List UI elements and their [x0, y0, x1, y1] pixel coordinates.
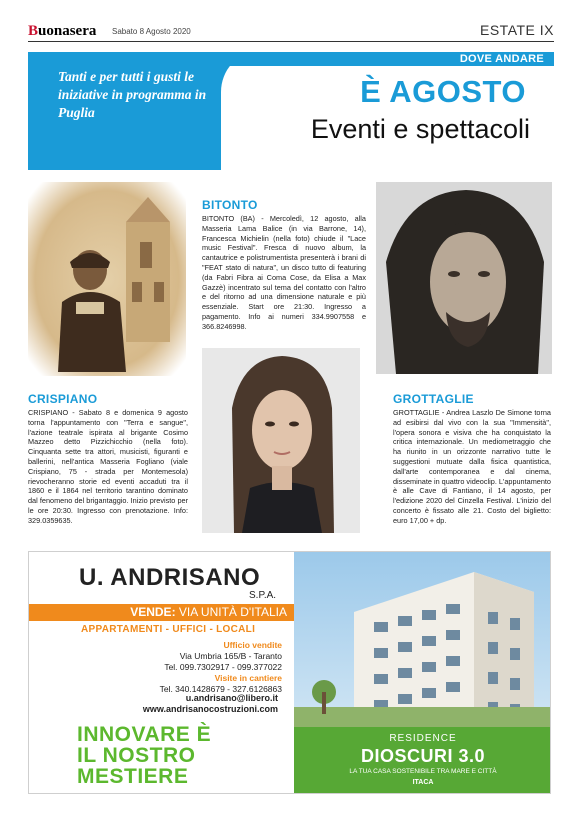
ad-site-heading: Visite in cantiere	[214, 673, 282, 683]
section-title-grottaglie: GROTTAGLIE	[393, 392, 474, 406]
ad-residence-logo: ITACA	[412, 779, 434, 786]
tagline-box	[28, 52, 228, 170]
section-title-bitonto: BITONTO	[202, 198, 258, 212]
ad-slogan-line: MESTIERE	[77, 765, 189, 788]
headline: È AGOSTO	[360, 74, 526, 109]
ad-residence-banner	[294, 727, 551, 794]
article-crispiano: CRISPIANO - Sabato 8 e domenica 9 agosto torna l'appuntamento con "Terra e sangue", l'azione teatrale ispirata al brigante Cosimo Mazzeo detto Pizzichicchio (nella foto). Cinquanta sette tra attori, musicisti, figuranti e ballerini, nell'antica Masseria Fogliano (viale Crispiano, 75 - strada per Montemesola) rievocheranno storie ed eventi accaduti tra il 1860 e il 1864 nel territorio tarantino dominato dal fenomeno del brigantaggio. Inizio previsto per le ore 20:30. Ingresso con prenotazione. Info: 329.0359635.	[28, 408, 188, 525]
section-title-crispiano: CRISPIANO	[28, 392, 98, 406]
ad-office-heading: Ufficio vendite	[223, 640, 282, 650]
photo-brigand	[28, 182, 186, 376]
kicker-band	[218, 52, 554, 66]
subheadline: Eventi e spettacoli	[310, 114, 530, 144]
title-panel	[218, 52, 554, 170]
issue-date: Sabato 8 Agosto 2020	[112, 27, 191, 36]
ad-company-suffix: S.P.A.	[249, 590, 277, 601]
ad-residence-tagline: LA TUA CASA SOSTENIBILE TRA MARE E CITTÀ	[349, 768, 497, 775]
ad-web-contacts	[143, 693, 278, 715]
ad-slogan	[77, 724, 211, 787]
article-bitonto: BITONTO (BA) - Mercoledì, 12 agosto, alla Masseria Lama Balice (in via Barrone, 14), Francesca Michielin (nella foto) chiude il "Lace music Festival". Fresca di nuovo album, la cantautrice e polistrumentista presenterà i brani di "FEAT stato di natura", un disco tutto di featuring (da Fabri Fibra ai Coma Cose, da Elisa a Max Gazzè) incentrato sul tema del contatto con l'altro e del ritorno ad una dimensione naturale e più essenziale. Start ore 21:30. Ingresso a pagamento. Info ai numeri 334.9907558 e 366.8246998.	[202, 214, 366, 331]
ad-site-phone: Tel. 340.1428679 - 327.6126863	[159, 684, 282, 694]
ad-residence-label: RESIDENCE	[389, 733, 457, 744]
masthead	[28, 20, 554, 42]
ad-slogan-line: IL NOSTRO	[77, 744, 196, 767]
ad-slogan-line: INNOVARE È	[77, 723, 212, 746]
ad-contacts	[160, 640, 282, 695]
ad-email-link[interactable]: u.andrisano@libero.it	[185, 693, 278, 703]
ad-website-link[interactable]: www.andrisanocostruzioni.com	[142, 704, 278, 714]
ad-company-name: U. ANDRISANO	[79, 564, 261, 591]
newspaper-logo: Buonasera	[28, 23, 97, 39]
ad-categories: APPARTAMENTI - UFFICI - LOCALI	[81, 624, 256, 635]
kicker: DOVE ANDARE	[459, 53, 544, 65]
ad-sale-banner	[29, 604, 307, 621]
tagline: Tanti e per tutti i gusti le iniziative in programma in Puglia	[58, 69, 207, 120]
ad-office-address: Via Umbria 165/B - Taranto	[179, 651, 282, 661]
section-page: ESTATE IX	[480, 22, 554, 38]
ad-residence-name: DIOSCURI 3.0	[360, 746, 486, 766]
photo-andrea-laszlo-de-simone	[376, 182, 552, 374]
article-grottaglie: GROTTAGLIE - Andrea Laszlo De Simone torna ad esibirsi dal vivo con la sua "Immensità", l'opera sonora e visiva che ha conquistato la critica internazionale. Un mediometraggio che ha riunito in un orizzonte narrativo tutte le suggestioni mutuate dalla fisica quantistica, dall'arte contemporanea e dal cinema, disseminate in quattro videoclip. L'appuntamento è alle Cave di Fantiano, il 14 agosto, per l'edizione 2020 del Cinzella Festival. L'inizio del concerto è fissato alle 21. Costo del biglietto: euro 17,00 + dp.	[393, 408, 551, 525]
photo-francesca-michielin	[202, 348, 360, 533]
ad-office-phone: Tel. 099.7302917 - 099.377022	[164, 662, 282, 672]
advertisement-andrisano	[28, 551, 551, 794]
header-band	[28, 52, 554, 170]
ad-sale-address: VIA UNITÀ D'ITALIA	[178, 605, 287, 619]
ad-sale-label: VENDE:	[130, 605, 176, 619]
